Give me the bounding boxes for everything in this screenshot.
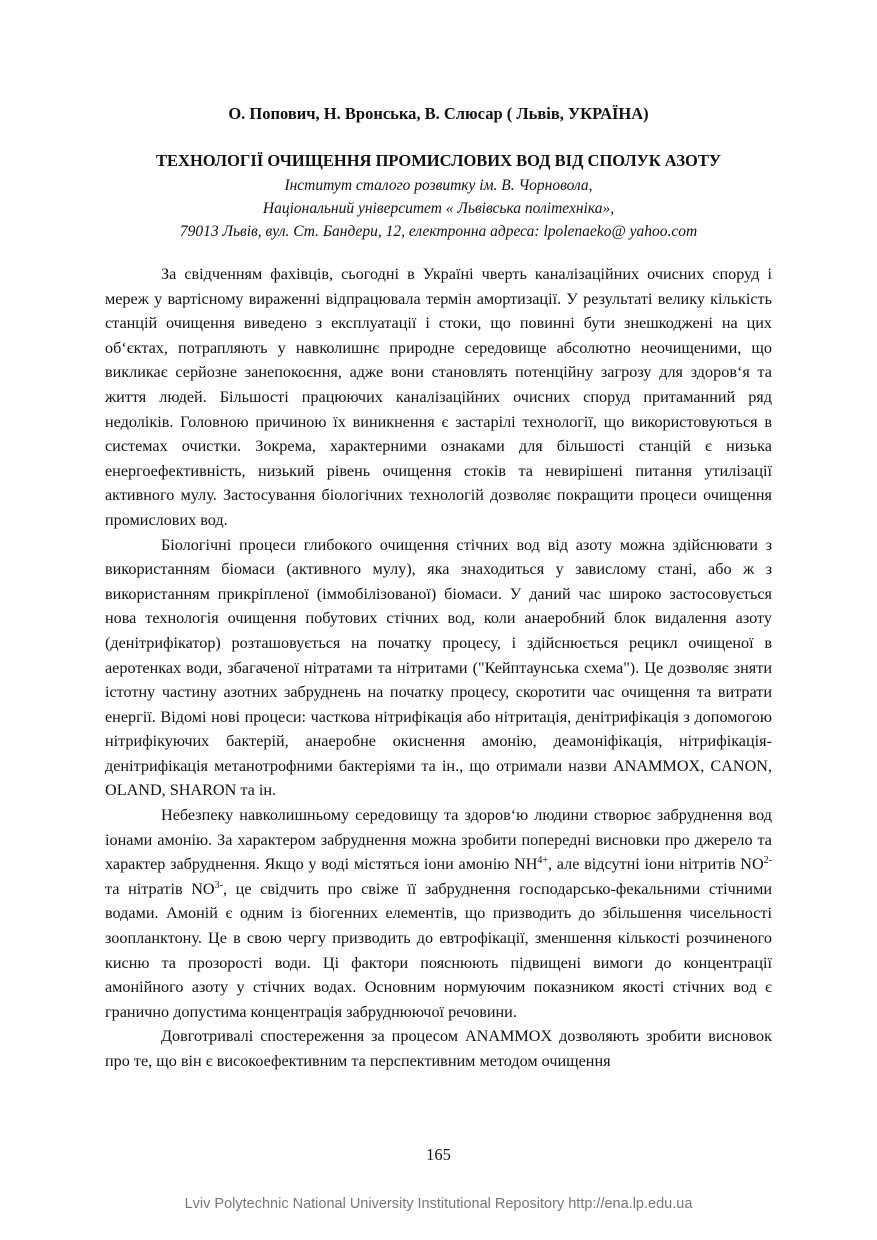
repository-footer: Lviv Polytechnic National University Institutional Repository http://ena.lp.edu.ua [184,1196,693,1212]
nitrate-superscript: 3- [214,879,223,891]
paragraph-3-part-d: , це свідчить про свіже її забруднення господарсько-фекальними стічними водами. Амоній є одним із біогенних елементів, що призводить до збільшення чисельності зоопланктону. Це в свою чергу призводить до евтрофікації, зменшення кількості розчиненого кисню та прозорості води. Ці фактори пояснюють підвищені вимоги до концентрації амонійного азоту у стічних водах. Основним нормуючим показником якості стічних вод є гранично допустима концентрація забруднюючої речовини. [105,879,772,1021]
affiliation-line-2: Національний університет « Львівська політехніка», [262,200,615,217]
body-text [105,262,772,1074]
paragraph-3-part-a: Небезпеку навколишньому середовищу та здоров‘ю людини створює забруднення вод іонами амонію. За характером забруднення можна зробити попередні висновки про джерело та характер забруднення. Якщо у воді містяться іони амонію NH [105,806,772,874]
authors-line: О. Попович, Н. Вронська, В. Слюсар ( Львів, УКРАЇНА) [228,104,649,123]
ammonium-superscript: 4+ [537,855,549,867]
paper-title: ТЕХНОЛОГІЇ ОЧИЩЕННЯ ПРОМИСЛОВИХ ВОД ВІД СПОЛУК АЗОТУ [156,151,721,170]
paragraph-3 [105,803,772,1024]
affiliation-line-3: 79013 Львів, вул. Ст. Бандери, 12, електронна адреса: lpolenaeko@ yahoo.com [179,223,698,240]
paragraph-4: Довготривалі спостереження за процесом ANAMMOX дозволяють зробити висновок про те, що він є високоефективним та перспективним методом очищення [105,1027,772,1070]
nitrite-superscript: 2- [763,855,772,867]
paragraph-3-part-b: , але відсутні іони нітритів NO [548,855,764,874]
paragraph-1: За свідченням фахівців, сьогодні в Україні чверть каналізаційних очисних споруд і мереж у вартісному вираженні відпрацювала термін амортизації. У результаті велику кількість станцій очищення виведено з експлуатації і стоки, що повинні бути знешкоджені на цих об‘єктах, потрапляють у навколишнє природне середовище абсолютно неочищеними, що викликає серйозне занепокоєння, адже вони становлять потенційну загрозу для здоров‘я та життя людей. Більшості працюючих каналізаційних очисних споруд притаманний ряд недоліків. Головною причиною їх виникнення є застарілі технології, що використовуються в системах очистки. Зокрема, характерними ознаками для більшості станцій є низька енергоефективність, низький рівень очищення стоків та невирішені питання утилізації активного мулу. Застосування біологічних технологій дозволяє покращити процеси очищення промислових вод. [105,265,772,529]
paragraph-3-part-c: та нітратів NO [105,879,215,898]
page-number: 165 [426,1145,451,1164]
affiliation-line-1: Інститут сталого розвитку ім. В. Чорновола, [284,177,593,194]
paragraph-2: Біологічні процеси глибокого очищення стічних вод від азоту можна здійснювати з використанням біомаси (активного мулу), яка знаходиться у завислому стані, або ж з використанням прикріпленої (іммобілізованої) біомаси. У даний час широко застосовується нова технологія очищення побутових стічних вод, коли анаеробний блок видалення азоту (денітрифікатор) розташовується на початку процесу, і здійснюється рецикл очищеної в аеротенках води, збагаченої нітратами та нітритами ("Кейптаунська схема"). Це дозволяє зняти істотну частину азотних забруднень на початку процесу, скоротити час очищення та витрати енергії. Відомі нові процеси: часткова нітрифікація або нітритація, денітрифікація з допомогою нітрифікуючих бактерій, анаеробне окиснення амонію, деамоніфікація, нітрифікація-денітрифікація метанотрофними бактеріями та ін., що отримали назви ANAMMOX, CANON, OLAND, SHARON та ін. [105,535,772,800]
